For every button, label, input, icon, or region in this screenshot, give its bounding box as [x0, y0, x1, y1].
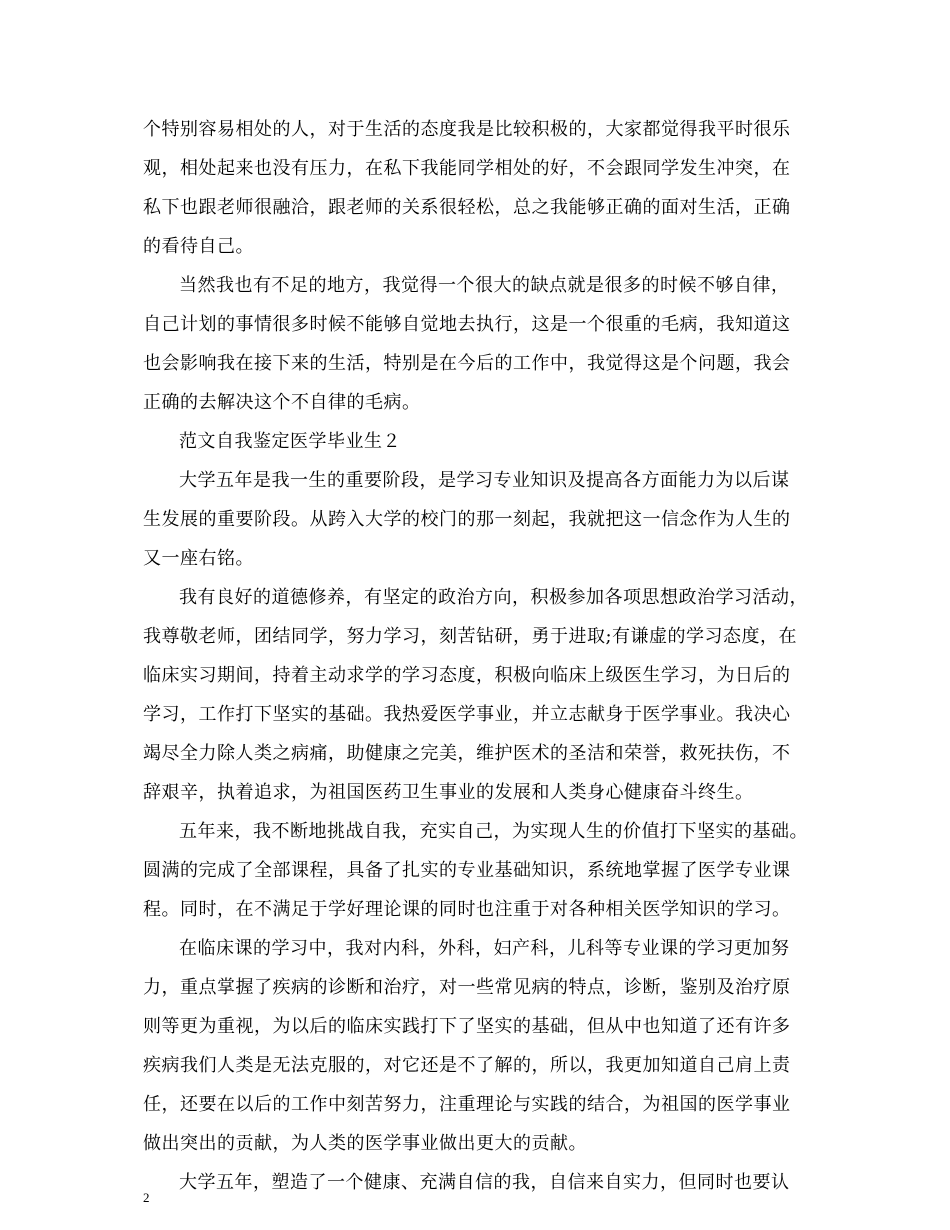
text-line: 在临床课的学习中，我对内科，外科，妇产科，儿科等专业课的学习更加努 [179, 938, 790, 959]
text-line: 我尊敬老师，团结同学，努力学习，刻苦钻研，勇于进取;有谦虚的学习态度，在 [143, 626, 798, 647]
text-line: 学习，工作打下坚实的基础。我热爱医学事业，并立志献身于医学事业。我决心 [143, 704, 791, 725]
page-number: 2 [143, 1190, 150, 1205]
text-line: 则等更为重视，为以后的临床实践打下了坚实的基础，但从中也知道了还有许多 [143, 1016, 791, 1037]
text-line: 大学五年是我一生的重要阶段，是学习专业知识及提高各方面能力为以后谋 [179, 470, 790, 491]
text-line: 做出突出的贡献，为人类的医学事业做出更大的贡献。 [143, 1133, 587, 1154]
text-line: 圆满的完成了全部课程，具备了扎实的专业基础知识，系统地掌握了医学专业课 [143, 860, 791, 881]
text-line: 自己计划的事情很多时候不能够自觉地去执行，这是一个很重的毛病，我知道这 [143, 314, 791, 335]
text-line: 辞艰辛，执着追求，为祖国医药卫生事业的发展和人类身心健康奋斗终生。 [143, 782, 754, 803]
text-line: 生发展的重要阶段。从跨入大学的校门的那一刻起，我就把这一信念作为人生的 [143, 509, 791, 530]
text-line: 正确的去解决这个不自律的毛病。 [143, 392, 421, 413]
text-line: 私下也跟老师很融洽，跟老师的关系很轻松，总之我能够正确的面对生活，正确 [143, 197, 791, 218]
section-heading: 范文自我鉴定医学毕业生２ [179, 431, 401, 452]
text-line: 我有良好的道德修养，有坚定的政治方向，积极参加各项思想政治学习活动， [179, 587, 808, 608]
text-line: 又一座右铭。 [143, 548, 254, 569]
text-line: 临床实习期间，持着主动求学的学习态度，积极向临床上级医生学习，为日后的 [143, 665, 791, 686]
text-line: 五年来，我不断地挑战自我，充实自己，为实现人生的价值打下坚实的基础。 [179, 821, 808, 842]
text-line: 疾病我们人类是无法克服的，对它还是不了解的，所以，我更加知道自己肩上责 [143, 1055, 791, 1076]
text-line: 大学五年，塑造了一个健康、充满自信的我，自信来自实力，但同时也要认 [179, 1172, 790, 1193]
text-line: 竭尽全力除人类之病痛，助健康之完美，维护医术的圣洁和荣誉，救死扶伤，不 [143, 743, 791, 764]
text-line: 任，还要在以后的工作中刻苦努力，注重理论与实践的结合，为祖国的医学事业 [143, 1094, 791, 1115]
text-line: 当然我也有不足的地方，我觉得一个很大的缺点就是很多的时候不够自律， [179, 275, 790, 296]
text-line: 程。同时，在不满足于学好理论课的同时也注重于对各种相关医学知识的学习。 [143, 899, 791, 920]
text-line: 观，相处起来也没有压力，在私下我能同学相处的好，不会跟同学发生冲突，在 [143, 158, 791, 179]
text-line: 的看待自己。 [143, 236, 254, 257]
text-line: 个特别容易相处的人，对于生活的态度我是比较积极的，大家都觉得我平时很乐 [143, 119, 791, 140]
text-line: 也会影响我在接下来的生活，特别是在今后的工作中，我觉得这是个问题，我会 [143, 353, 791, 374]
text-line: 力，重点掌握了疾病的诊断和治疗，对一些常见病的特点，诊断，鉴别及治疗原 [143, 977, 791, 998]
